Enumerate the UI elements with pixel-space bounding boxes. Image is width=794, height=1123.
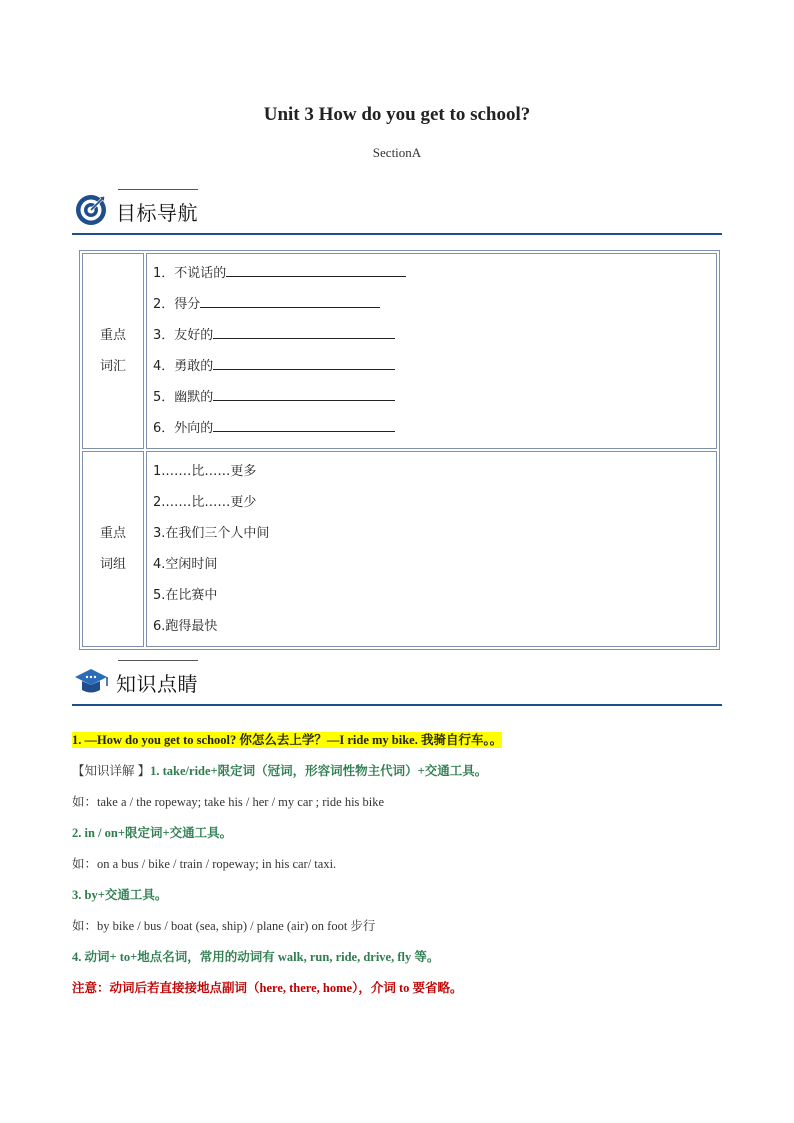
- example-line: 如：on a bus / bike / train / ropeway; in his car/ taxi.: [72, 857, 337, 871]
- question-line: 1. —How do you get to school? 你怎么去上学？—I ride my bike. 我骑自行车。。: [72, 733, 503, 747]
- items-cell: [146, 253, 717, 449]
- phrase-item: 6.跑得最快: [153, 619, 218, 634]
- table-row: [82, 451, 717, 647]
- phrase-item: 2.……比……更少: [153, 495, 257, 510]
- example-line: 如：take a / the ropeway; take his / her / my car ; ride his bike: [72, 795, 385, 809]
- page-subtitle: SectionA: [372, 145, 422, 160]
- heading-rule: [72, 233, 722, 235]
- rule-line: 3. by+交通工具。: [72, 888, 168, 902]
- phrase-item: 3.在我们三个人中间: [153, 526, 270, 541]
- category-cell: [82, 253, 144, 449]
- answer-blank[interactable]: [213, 417, 395, 432]
- vocab-item: 4．勇敢的: [153, 351, 710, 382]
- vocab-item: 5．幽默的: [153, 382, 710, 413]
- vocab-item: 6．外向的: [153, 413, 710, 444]
- answer-blank[interactable]: [200, 293, 380, 308]
- answer-blank[interactable]: [213, 324, 395, 339]
- detail-line: 【知识详解 】1. take/ride+限定词（冠词，形容词性物主代词）+交通工具。: [72, 764, 488, 778]
- items-cell: [146, 451, 717, 647]
- rule-line: 2. in / on+限定词+交通工具。: [72, 826, 233, 840]
- target-icon: [74, 193, 108, 227]
- section-heading-goals: [72, 189, 722, 235]
- graduation-cap-icon: [74, 664, 108, 698]
- table-row: [82, 253, 717, 449]
- phrase-item: 4.空闲时间: [153, 557, 218, 572]
- vocab-item: 2．得分: [153, 289, 710, 320]
- knowledge-content: [72, 730, 722, 1009]
- category-label: 重点: [99, 328, 126, 343]
- phrase-item: 1.……比……更多: [153, 464, 257, 479]
- vocab-item: 1．不说话的: [153, 258, 710, 289]
- category-label: 词汇: [99, 359, 126, 374]
- answer-blank[interactable]: [213, 386, 395, 401]
- example-line: 如：by bike / bus / boat (sea, ship) / plane (air) on foot 步行: [72, 919, 376, 933]
- rule-line: 4. 动词+ to+地点名词，常用的动词有 walk, run, ride, drive, fly 等。: [72, 950, 440, 964]
- section-heading-knowledge: [72, 660, 722, 706]
- heading-rule: [72, 704, 722, 706]
- note-line: 注意：动词后若直接接地点副词（here, there, home），介词 to 要省略。: [72, 981, 463, 995]
- category-label: 词组: [99, 557, 126, 572]
- category-label: 重点: [99, 526, 126, 541]
- vocab-item: 3．友好的: [153, 320, 710, 351]
- phrase-item: 5.在比赛中: [153, 588, 218, 603]
- answer-blank[interactable]: [213, 355, 395, 370]
- heading-topline: [118, 189, 198, 190]
- section-heading-label: 目标导航: [116, 201, 198, 225]
- answer-blank[interactable]: [226, 262, 406, 277]
- heading-topline: [118, 660, 198, 661]
- section-heading-label: 知识点睛: [116, 672, 198, 696]
- category-cell: [82, 451, 144, 647]
- page-title: Unit 3 How do you get to school?: [263, 104, 531, 125]
- goals-table: [79, 250, 720, 650]
